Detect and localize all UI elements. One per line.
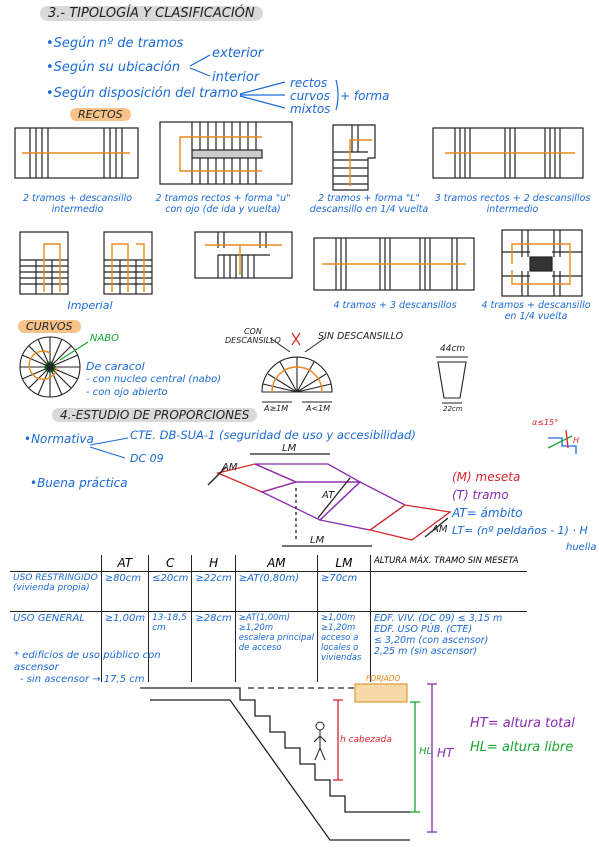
- table-header-cell: ALTURA MÁX. TRAMO SIN MESETA: [370, 555, 527, 572]
- legend-huella: huella: [566, 542, 597, 553]
- section-3-title: 3.- TIPOLOGÍA Y CLASIFICACIÓN: [40, 6, 263, 21]
- table-cell: ≥22cm: [192, 572, 235, 612]
- nabo-pointer: [60, 342, 88, 360]
- caption-3-tramos: 3 tramos rectos + 2 descansillos intermedio: [434, 193, 591, 215]
- stair-plan-1: [15, 128, 138, 178]
- dc09-label: DC 09: [130, 452, 164, 465]
- disposicion-rectos: rectos: [290, 76, 328, 90]
- bullet-ubicacion: •Según su ubicación: [46, 60, 181, 75]
- table-cell: 13-18,5 cm: [149, 612, 192, 682]
- ubicacion-interior: interior: [212, 70, 260, 85]
- table-cell: EDF. VIV. (DC 09) ≤ 3,15 m EDF. USO PÚB. (CTE) ≤ 3,20m (con ascensor) 2,25 m (sin ascensor): [370, 612, 527, 682]
- ht-label: HT: [437, 746, 454, 760]
- table-cell: ≤20cm: [149, 572, 192, 612]
- ubicacion-exterior: exterior: [212, 46, 264, 61]
- con-descansillo-label: CON DESCANSILLO: [225, 327, 281, 345]
- stair-plan-3: [333, 125, 375, 190]
- table-note-2: - sin ascensor → 17,5 cm: [20, 674, 145, 685]
- spiral-stair: [20, 337, 80, 397]
- nabo-label: NABO: [90, 333, 120, 344]
- forjado-label: FORJADO: [366, 674, 401, 683]
- caption-4-tramos-cuarto: 4 tramos + descansillo en 1/4 vuelta: [481, 300, 591, 322]
- caption-4-tramos-3-desc: 4 tramos + 3 descansillos: [333, 300, 457, 311]
- caracol-sub-2: - con ojo abierto: [86, 387, 168, 398]
- hl-line: [410, 702, 420, 812]
- table-cell: ≥80cm: [101, 572, 148, 612]
- buena-practica-label: •Buena práctica: [30, 476, 128, 490]
- stair-plan-8: [502, 230, 582, 296]
- bullet-tramos: •Según nº de tramos: [46, 36, 184, 51]
- person-figure: [314, 722, 326, 760]
- bullet-disposicion: •Según disposición del tramo: [46, 86, 239, 101]
- step-width-22: 22cm: [443, 405, 463, 413]
- stair-section: [140, 688, 410, 840]
- caracol-label: De caracol: [86, 360, 145, 373]
- table-cell: USO GENERAL: [10, 612, 101, 682]
- table-cell: [370, 572, 527, 612]
- at-label: AT: [322, 490, 335, 501]
- legend-tramo: (T) tramo: [452, 488, 509, 502]
- lm-label-1: LM: [282, 443, 297, 454]
- table-header-cell: C: [149, 555, 192, 572]
- stair-plan-2: [160, 122, 292, 184]
- caption-forma-l: 2 tramos + forma "L" descansillo en 1/4 vuelta: [309, 193, 429, 215]
- disposicion-forma: + forma: [340, 89, 390, 103]
- stair-plan-7: [314, 238, 474, 290]
- section-4-title: 4.-ESTUDIO DE PROPORCIONES: [52, 408, 257, 422]
- caption-forma-u: 2 tramos rectos + forma "u" con ojo (de ida y vuelta): [155, 193, 291, 215]
- legend-ambito: AT= ámbito: [452, 506, 523, 520]
- stair-angle-icon: [548, 430, 576, 454]
- riser-h-label: H: [573, 436, 580, 445]
- step-width-44: 44cm: [440, 344, 466, 354]
- table-header-cell: [10, 555, 101, 572]
- hl-definition: HL= altura libre: [470, 740, 574, 755]
- caption-imperial: Imperial: [67, 299, 113, 312]
- table-cell: ≥70cm: [317, 572, 370, 612]
- table-row: [10, 572, 527, 612]
- curvos-label: CURVOS: [18, 320, 81, 333]
- table-cell: ≥1,00m ≥1,20m acceso a locales o viviendas: [317, 612, 370, 682]
- caption-2-tramos-descansillo: 2 tramos + descansillo intermedio: [22, 193, 133, 215]
- table-header-cell: H: [192, 555, 235, 572]
- sin-descansillo-label: SIN DESCANSILLO: [318, 331, 404, 342]
- table-cell: ≥AT(0,80m): [235, 572, 317, 612]
- hl-label: HL: [419, 746, 433, 757]
- table-note-1: * edificios de uso público con ascensor: [14, 650, 161, 673]
- ht-definition: HT= altura total: [470, 716, 575, 731]
- normativa-label: •Normativa: [24, 432, 94, 446]
- ht-line: [427, 684, 437, 832]
- stair-plan-6: [195, 232, 292, 278]
- stair-plan-4: [433, 128, 583, 178]
- am-label-1: AM: [222, 462, 238, 473]
- width-lt-1m: A<1M: [306, 404, 331, 413]
- semicircle-stairs: [262, 357, 332, 402]
- table-cell: ≥1,00m: [101, 612, 148, 682]
- table-cell: ≥AT(1,00m) ≥1,20m escalera principal de acceso: [235, 612, 317, 682]
- table-cell: USO RESTRINGIDO (vivienda propia): [10, 572, 101, 612]
- am-label-2: AM: [432, 524, 448, 535]
- table-header-row: [10, 555, 527, 572]
- stair-plan-imperial: [20, 232, 152, 294]
- h-cabezada-label: h cabezada: [340, 735, 392, 745]
- cte-label: CTE. DB-SUA-1 (seguridad de uso y accesibilidad): [130, 428, 416, 442]
- disposicion-mixtos: mixtos: [290, 102, 331, 116]
- step-detail: [436, 357, 468, 403]
- lm-label-2: LM: [310, 535, 325, 546]
- table-header-cell: LM: [317, 555, 370, 572]
- legend-lt: LT= (nº peldaños - 1) · H: [452, 524, 588, 537]
- caracol-sub-1: - con nucleo central (nabo): [86, 374, 222, 385]
- rectos-label: RECTOS: [70, 108, 131, 121]
- legend-meseta: (M) meseta: [452, 470, 521, 484]
- angle-label: α≤15°: [532, 418, 559, 427]
- table-header-cell: AT: [101, 555, 148, 572]
- width-ge-1m: A≥1M: [264, 404, 289, 413]
- table-header-cell: AM: [235, 555, 317, 572]
- forjado-slab: [355, 684, 407, 702]
- disposicion-curvos: curvos: [290, 89, 330, 103]
- table-cell: ≥28cm: [192, 612, 235, 682]
